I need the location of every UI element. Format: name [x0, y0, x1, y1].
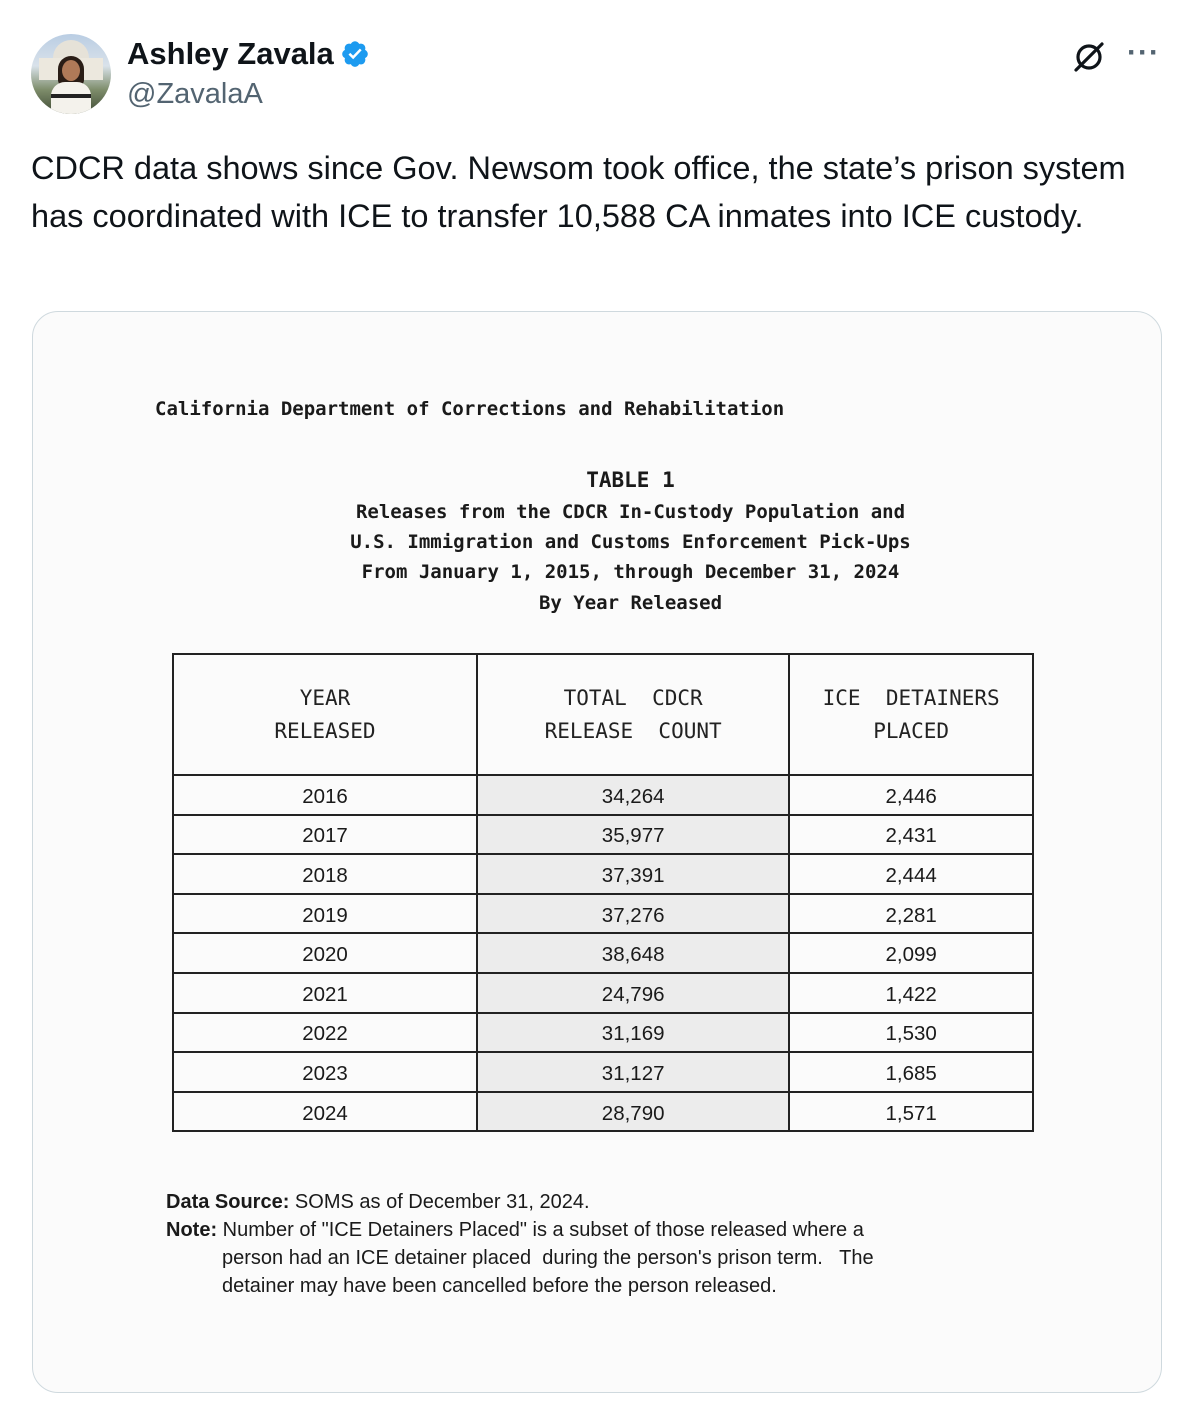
column-header-line: RELEASE COUNT [544, 718, 722, 743]
column-header-total [477, 654, 789, 775]
table-row [173, 1052, 1033, 1092]
cell-year: 2018 [173, 854, 477, 894]
more-icon[interactable]: ··· [1127, 36, 1160, 69]
cell-total: 37,391 [477, 854, 789, 894]
cell-ice: 2,099 [789, 933, 1033, 973]
column-header-year [173, 654, 477, 775]
table-subtitle-1: Releases from the CDCR In-Custody Population and [355, 501, 906, 523]
note-line [166, 1216, 874, 1244]
table-row [173, 894, 1033, 934]
cell-year: 2023 [173, 1052, 477, 1092]
table-title: TABLE 1 [586, 468, 675, 492]
cell-year: 2021 [173, 973, 477, 1013]
grok-icon[interactable] [1072, 40, 1106, 74]
avatar[interactable] [31, 34, 111, 114]
column-header-line: ICE DETAINERS [822, 685, 1000, 710]
tweet-media-image[interactable] [32, 311, 1162, 1393]
table-row [173, 973, 1033, 1013]
table-subtitle-2: U.S. Immigration and Customs Enforcement Pick-Ups [350, 531, 911, 553]
column-header-line: PLACED [873, 718, 950, 743]
column-header-line: RELEASED [274, 718, 376, 743]
cell-total: 34,264 [477, 775, 789, 815]
avatar-body [51, 82, 91, 114]
table-row [173, 815, 1033, 855]
cell-year: 2016 [173, 775, 477, 815]
note-text: person had an ICE detainer placed during the person's prison term. The [222, 1247, 874, 1269]
cell-ice: 2,431 [789, 815, 1033, 855]
cell-ice: 2,281 [789, 894, 1033, 934]
cell-year: 2017 [173, 815, 477, 855]
cell-ice: 1,685 [789, 1052, 1033, 1092]
cell-ice: 1,422 [789, 973, 1033, 1013]
cell-ice: 1,571 [789, 1092, 1033, 1132]
avatar-face [62, 60, 80, 81]
verified-badge-icon[interactable] [340, 39, 370, 69]
table-subtitle-4: By Year Released [538, 592, 723, 614]
cell-total: 38,648 [477, 933, 789, 973]
table-subtitle-3: From January 1, 2015, through December 31, 2024 [361, 561, 900, 583]
table-row [173, 854, 1033, 894]
cell-total: 35,977 [477, 815, 789, 855]
table-row [173, 775, 1033, 815]
column-header-line: TOTAL CDCR [563, 685, 703, 710]
cell-ice: 1,530 [789, 1013, 1033, 1053]
author-name-row[interactable] [127, 36, 370, 72]
table-row [173, 933, 1033, 973]
tweet-text: CDCR data shows since Gov. Newsom took office, the state’s prison system has coordinated with ICE to transfer 10,588 CA inmates into ICE custody. [31, 150, 1126, 234]
note-text: Number of "ICE Detainers Placed" is a subset of those released where a [217, 1219, 864, 1241]
cell-year: 2020 [173, 933, 477, 973]
data-source-line [166, 1188, 874, 1216]
column-header-line: YEAR [299, 685, 351, 710]
cell-total: 28,790 [477, 1092, 789, 1132]
cell-total: 37,276 [477, 894, 789, 934]
cell-total: 31,169 [477, 1013, 789, 1053]
cell-ice: 2,444 [789, 854, 1033, 894]
note-label: Note: [166, 1219, 218, 1241]
table-notes [166, 1188, 874, 1300]
table-row [173, 1092, 1033, 1132]
cell-total: 24,796 [477, 973, 789, 1013]
author-handle[interactable]: @ZavalaA [127, 78, 263, 110]
doc-header: California Department of Corrections and Rehabilitation [155, 398, 785, 420]
author-name[interactable]: Ashley Zavala [127, 36, 334, 71]
note-text: detainer may have been cancelled before the person released. [222, 1275, 777, 1297]
table-header-row [173, 654, 1033, 775]
cell-year: 2024 [173, 1092, 477, 1132]
column-header-ice [789, 654, 1033, 775]
cell-ice: 2,446 [789, 775, 1033, 815]
cell-total: 31,127 [477, 1052, 789, 1092]
data-source-label: Data Source: [166, 1191, 290, 1213]
data-source-text: SOMS as of December 31, 2024. [289, 1191, 590, 1213]
release-table [172, 653, 1034, 1132]
table-row [173, 1013, 1033, 1053]
cell-year: 2022 [173, 1013, 477, 1053]
cell-year: 2019 [173, 894, 477, 934]
